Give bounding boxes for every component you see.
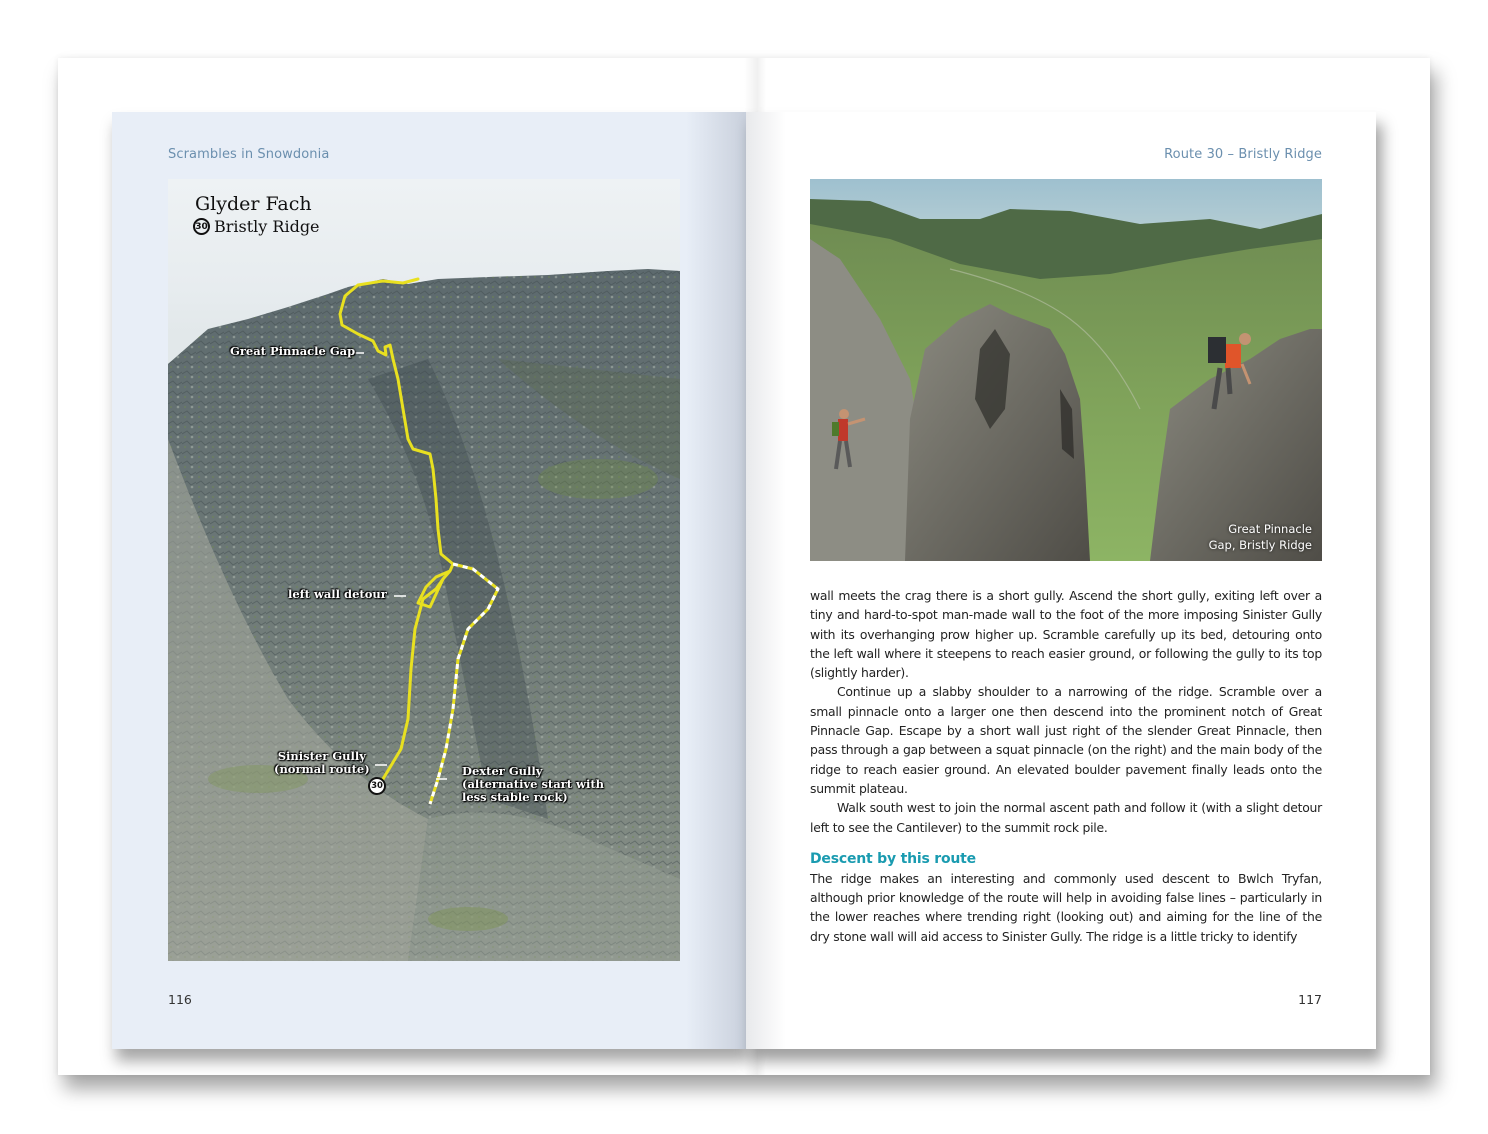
running-head-right: Route 30 – Bristly Ridge	[1164, 147, 1322, 162]
label-dexter-gully: Dexter Gully (alternative start with less stable rock)	[462, 764, 604, 804]
running-head-left: Scrambles in Snowdonia	[168, 147, 330, 162]
right-page	[746, 112, 1376, 1049]
label-sinister-gully: Sinister Gully (normal route)	[274, 749, 370, 776]
route-start-marker: 30	[368, 777, 386, 795]
label-great-pinnacle-gap: Great Pinnacle Gap	[230, 344, 356, 358]
paragraph: Continue up a slabby shoulder to a narrowing of the ridge. Scramble over a small pinnacle onto a larger one then descend into the prominent notch of Great Pinnacle Gap. Escape by a short wall just right of the slender Great Pinnacle, then pass through a gap between a squat pinnacle (on the right) and the main body of the ridge to reach easier ground. An elevated boulder pavement finally leads onto the summit plateau.	[810, 684, 1322, 796]
photo-caption: Great Pinnacle Gap, Bristly Ridge	[1208, 522, 1312, 552]
topo-route-subtitle	[193, 217, 320, 236]
scramblers-photo-illustration	[810, 179, 1322, 561]
page-number-left: 116	[168, 992, 192, 1007]
topo-photo-glyder-fach	[168, 179, 680, 961]
mountain-photo-illustration	[168, 179, 680, 961]
photo-great-pinnacle-gap	[810, 179, 1322, 561]
route-name: Bristly Ridge	[214, 217, 320, 236]
route-number-badge: 30	[193, 218, 210, 235]
label-left-wall-detour: left wall detour	[288, 587, 387, 601]
section-heading-descent: Descent by this route	[810, 850, 976, 867]
page-number-right: 117	[1298, 992, 1322, 1007]
paragraph: Walk south west to join the normal ascent path and follow it (with a slight detour left to see the Cantilever) to the summit rock pile.	[810, 800, 1322, 835]
paragraph: The ridge makes an interesting and commonly used descent to Bwlch Tryfan, although prior knowledge of the route will help in avoiding false lines – particularly in the lower reaches where trending right (looking out) and aiming for the line of the dry stone wall will aid access to Sinister Gully. The ridge is a little tricky to identify	[810, 870, 1322, 944]
left-page	[112, 112, 746, 1049]
paragraph: wall meets the crag there is a short gully. Ascend the short gully, exiting left over a tiny and hard-to-spot man-made wall to the foot of the more imposing Sinister Gully with its overhanging prow higher up. Scramble carefully up its bed, detouring onto the left wall where it steepens to reach easier ground, or following the gully to its top (slightly harder).	[810, 588, 1322, 681]
route-description-text	[810, 586, 1322, 946]
topo-title: Glyder Fach	[195, 193, 312, 215]
